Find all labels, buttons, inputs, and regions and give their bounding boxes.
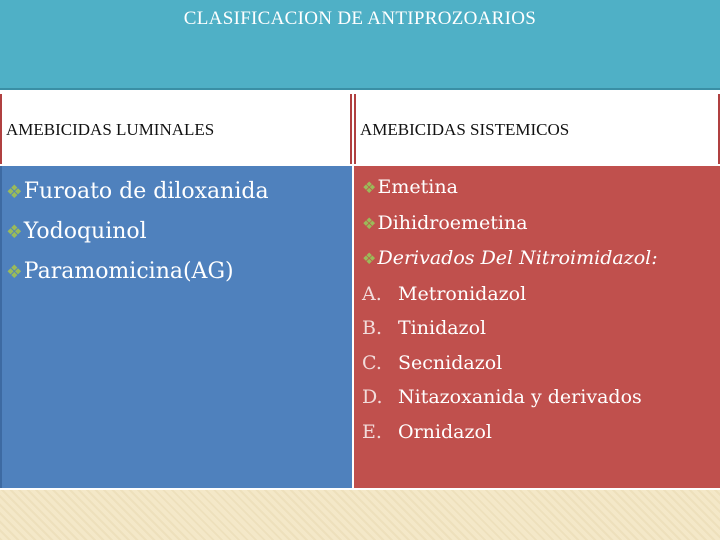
- header-luminales-label: AMEBICIDAS LUMINALES: [6, 120, 215, 139]
- header-sistemicos: [354, 94, 720, 164]
- list-letter: D.: [362, 386, 383, 408]
- title-bar: [0, 0, 720, 90]
- slide-title: CLASIFICACION DE ANTIPROZOARIOS: [183, 8, 537, 29]
- list-item: B. Tinidazol: [362, 311, 658, 346]
- sistemicos-column: [354, 166, 720, 488]
- header-sistemicos-label: AMEBICIDAS SISTEMICOS: [360, 120, 570, 139]
- list-item: ❖Yodoquinol: [6, 219, 147, 244]
- list-item: ❖Emetina: [362, 176, 458, 198]
- sistemicos-list: [362, 170, 658, 449]
- diamond-bullet-icon: ❖: [6, 222, 23, 243]
- list-letter: E.: [362, 420, 382, 443]
- list-item: ❖Paramomicina(AG): [6, 259, 234, 284]
- diamond-bullet-icon: ❖: [6, 182, 23, 203]
- list-item: A. Metronidazol: [362, 277, 658, 312]
- list-item: ❖Derivados Del Nitroimidazol:: [362, 247, 658, 269]
- list-letter: C.: [362, 351, 382, 374]
- list-item: E. Ornidazol: [362, 415, 658, 450]
- footer-band: [0, 490, 720, 540]
- diamond-bullet-icon: ❖: [362, 213, 377, 233]
- list-letter: B.: [362, 317, 383, 339]
- header-luminales: [0, 94, 352, 164]
- diamond-bullet-icon: ❖: [6, 262, 23, 283]
- diamond-bullet-icon: ❖: [362, 178, 377, 197]
- list-item: ❖Dihidroemetina: [362, 211, 528, 234]
- luminales-list: [6, 172, 269, 292]
- list-item: C. Secnidazol: [362, 346, 658, 381]
- list-item: ❖Furoato de diloxanida: [6, 179, 269, 204]
- luminales-column: [0, 166, 352, 488]
- list-letter: A.: [362, 282, 382, 305]
- diamond-bullet-icon: ❖: [362, 249, 377, 268]
- list-item: D. Nitazoxanida y derivados: [362, 380, 658, 415]
